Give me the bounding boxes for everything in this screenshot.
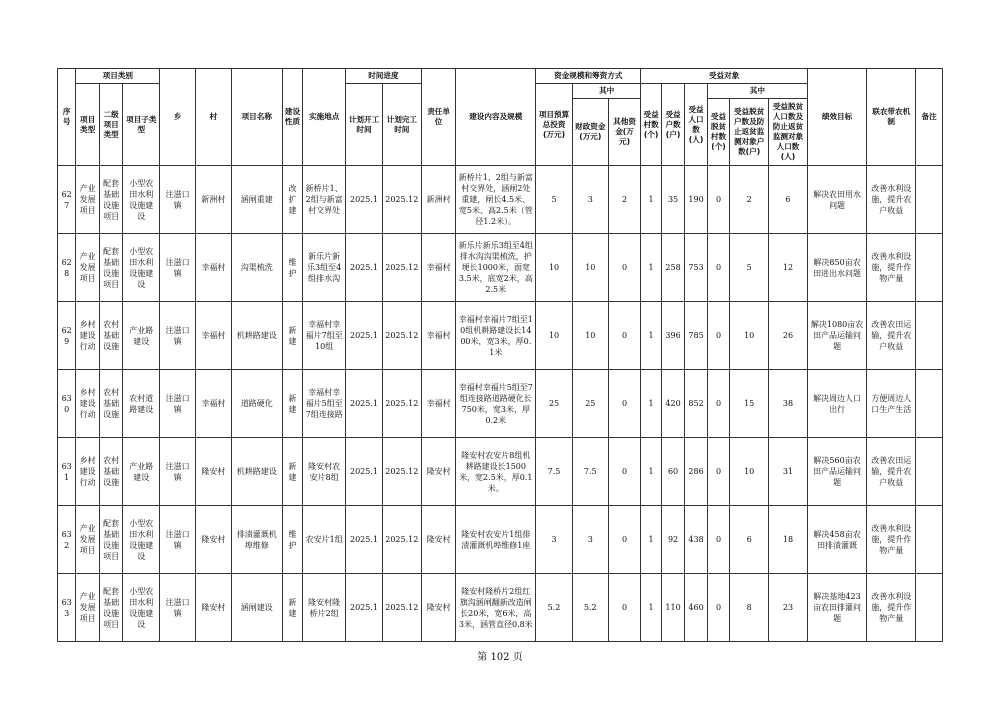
cell-unit: 新洲村 xyxy=(421,166,456,234)
cell-seq: 628 xyxy=(58,234,76,302)
cell-project-name: 机耕路建设 xyxy=(231,302,282,370)
cell-goal: 解决458亩农田排渍灌溉 xyxy=(807,506,866,574)
cell-end: 2025.12 xyxy=(382,166,421,234)
cell-remark xyxy=(916,234,943,302)
header-schedule: 时间进度 xyxy=(346,69,422,84)
cell-build-nature: 改扩建 xyxy=(282,166,302,234)
cell-seq: 629 xyxy=(58,302,76,370)
header-unit: 责任单位 xyxy=(421,69,456,166)
cell-content: 新桥片1、2组与新富村交界处，涵闸2处重建，闸长4.5米、宽5米、高2.5米（管径1.2米）。 xyxy=(456,166,536,234)
project-table xyxy=(57,68,943,642)
cell-sub-type: 产业路建设 xyxy=(123,438,160,506)
cell-fiscal: 25 xyxy=(572,370,608,438)
cell-content: 隆安村隆桥片2组红旗沟涵闸翻新改造闸长20米，宽6米，高3米，涵管直径0.8米 xyxy=(456,574,536,642)
cell-project-name: 机耕路建设 xyxy=(231,438,282,506)
cell-start: 2025.1 xyxy=(346,370,383,438)
cell-poor-population: 38 xyxy=(769,370,808,438)
cell-content: 幸福村幸福片5组至7组连接路道路硬化长750米，宽3米，厚0.2米 xyxy=(456,370,536,438)
cell-township: 注滋口镇 xyxy=(160,302,196,370)
cell-poor-households: 6 xyxy=(730,506,769,574)
table-row xyxy=(58,370,943,438)
cell-poor-villages: 0 xyxy=(707,302,729,370)
cell-mechanism: 改善水利设施，提升农户收益 xyxy=(867,166,916,234)
header-row-1 xyxy=(58,69,943,84)
table-row xyxy=(58,438,943,506)
cell-remark xyxy=(916,438,943,506)
cell-level2-type: 配套基础设施项目 xyxy=(99,166,123,234)
cell-total: 3 xyxy=(536,506,573,574)
cell-goal: 解决周边人口出行 xyxy=(807,370,866,438)
cell-goal: 解决1080亩农田产品运输问题 xyxy=(807,302,866,370)
cell-poor-households: 15 xyxy=(730,370,769,438)
cell-start: 2025.1 xyxy=(346,574,383,642)
cell-project-type: 产业发展项目 xyxy=(76,166,100,234)
cell-content: 隆安村农安片1组排渍灌溉机埠维修1座 xyxy=(456,506,536,574)
cell-mechanism: 改善农田运输，提升农户收益 xyxy=(867,438,916,506)
cell-location: 隆安村农安片8组 xyxy=(303,438,346,506)
cell-project-type: 乡村建设行动 xyxy=(76,370,100,438)
cell-mechanism: 改善水利设施，提升作物产量 xyxy=(867,506,916,574)
cell-unit: 隆安村 xyxy=(421,574,456,642)
cell-start: 2025.1 xyxy=(346,438,383,506)
cell-start: 2025.1 xyxy=(346,234,383,302)
cell-project-type: 乡村建设行动 xyxy=(76,438,100,506)
header-village: 村 xyxy=(195,69,231,166)
cell-villages: 1 xyxy=(641,166,661,234)
cell-village: 幸福村 xyxy=(195,370,231,438)
cell-village: 新洲村 xyxy=(195,166,231,234)
cell-poor-villages: 0 xyxy=(707,438,729,506)
cell-mechanism: 改善水利设施，提升作物产量 xyxy=(867,234,916,302)
cell-village: 隆安村 xyxy=(195,574,231,642)
header-build-nature: 建设性质 xyxy=(282,69,302,166)
cell-project-name: 排渍灌溉机埠维修 xyxy=(231,506,282,574)
cell-other: 0 xyxy=(608,438,641,506)
cell-level2-type: 农村基础设施 xyxy=(99,302,123,370)
cell-total: 5.2 xyxy=(536,574,573,642)
page-number: 第 102 页 xyxy=(477,652,523,663)
cell-unit: 隆安村 xyxy=(421,506,456,574)
cell-sub-type: 小型农田水利设施建设 xyxy=(123,574,160,642)
cell-build-nature: 维护 xyxy=(282,506,302,574)
cell-township: 注滋口镇 xyxy=(160,166,196,234)
cell-township: 注滋口镇 xyxy=(160,438,196,506)
cell-project-type: 产业发展项目 xyxy=(76,506,100,574)
cell-poor-population: 12 xyxy=(769,234,808,302)
cell-start: 2025.1 xyxy=(346,302,383,370)
cell-seq: 631 xyxy=(58,438,76,506)
cell-fiscal: 3 xyxy=(572,166,608,234)
cell-population: 785 xyxy=(685,302,707,370)
cell-households: 258 xyxy=(661,234,685,302)
cell-township: 注滋口镇 xyxy=(160,506,196,574)
cell-village: 隆安村 xyxy=(195,506,231,574)
header-project-type: 项目类型 xyxy=(76,84,100,166)
cell-village: 隆安村 xyxy=(195,438,231,506)
header-population: 受益人口数(人) xyxy=(685,84,707,166)
header-funds-group: 资金规模和筹资方式 xyxy=(536,69,641,84)
cell-village: 幸福村 xyxy=(195,234,231,302)
cell-poor-households: 5 xyxy=(730,234,769,302)
cell-unit: 幸福村 xyxy=(421,370,456,438)
cell-households: 35 xyxy=(661,166,685,234)
cell-poor-population: 23 xyxy=(769,574,808,642)
cell-goal: 解决基地423亩农田排灌问题 xyxy=(807,574,866,642)
cell-fiscal: 3 xyxy=(572,506,608,574)
cell-other: 0 xyxy=(608,302,641,370)
cell-population: 460 xyxy=(685,574,707,642)
cell-fiscal: 10 xyxy=(572,302,608,370)
cell-sub-type: 农村道路建设 xyxy=(123,370,160,438)
cell-location: 隆安村隆桥片2组 xyxy=(303,574,346,642)
cell-build-nature: 维护 xyxy=(282,234,302,302)
cell-fiscal: 5.2 xyxy=(572,574,608,642)
cell-fiscal: 10 xyxy=(572,234,608,302)
cell-end: 2025.12 xyxy=(382,574,421,642)
cell-remark xyxy=(916,506,943,574)
cell-villages: 1 xyxy=(641,234,661,302)
cell-end: 2025.12 xyxy=(382,234,421,302)
cell-other: 2 xyxy=(608,166,641,234)
cell-level2-type: 配套基础设施项目 xyxy=(99,574,123,642)
cell-villages: 1 xyxy=(641,438,661,506)
cell-poor-villages: 0 xyxy=(707,506,729,574)
cell-total: 10 xyxy=(536,302,573,370)
cell-poor-population: 6 xyxy=(769,166,808,234)
header-households: 受益户数(户) xyxy=(661,84,685,166)
cell-project-name: 沟渠梳洗 xyxy=(231,234,282,302)
header-total: 项目预算总投资(万元) xyxy=(536,84,573,166)
header-end: 计划完工时间 xyxy=(382,84,421,166)
cell-mechanism: 改善农田运输，提升农户收益 xyxy=(867,302,916,370)
cell-start: 2025.1 xyxy=(346,506,383,574)
cell-households: 420 xyxy=(661,370,685,438)
cell-build-nature: 新建 xyxy=(282,438,302,506)
cell-project-name: 道路硬化 xyxy=(231,370,282,438)
table-row xyxy=(58,302,943,370)
cell-goal: 解决560亩农田产品运输问题 xyxy=(807,438,866,506)
cell-households: 110 xyxy=(661,574,685,642)
cell-build-nature: 新建 xyxy=(282,370,302,438)
cell-poor-villages: 0 xyxy=(707,370,729,438)
cell-unit: 幸福村 xyxy=(421,302,456,370)
cell-goal: 解决农田用水问题 xyxy=(807,166,866,234)
cell-villages: 1 xyxy=(641,370,661,438)
cell-poor-population: 18 xyxy=(769,506,808,574)
header-goal: 绩效目标 xyxy=(807,69,866,166)
cell-location: 幸福村幸福片5组至7组连接路 xyxy=(303,370,346,438)
cell-population: 286 xyxy=(685,438,707,506)
cell-level2-type: 配套基础设施项目 xyxy=(99,234,123,302)
cell-other: 0 xyxy=(608,574,641,642)
cell-unit: 幸福村 xyxy=(421,234,456,302)
cell-end: 2025.12 xyxy=(382,506,421,574)
cell-sub-type: 产业路建设 xyxy=(123,302,160,370)
header-remark: 备注 xyxy=(916,69,943,166)
header-seq: 序号 xyxy=(58,69,76,166)
cell-villages: 1 xyxy=(641,506,661,574)
cell-remark xyxy=(916,370,943,438)
cell-build-nature: 新建 xyxy=(282,302,302,370)
cell-mechanism: 方便周边人口生产生活 xyxy=(867,370,916,438)
header-project-name: 项目名称 xyxy=(231,69,282,166)
header-of-which: 其中 xyxy=(572,84,640,99)
cell-start: 2025.1 xyxy=(346,166,383,234)
header-other: 其他资金(万元) xyxy=(608,99,641,166)
cell-poor-villages: 0 xyxy=(707,234,729,302)
cell-total: 7.5 xyxy=(536,438,573,506)
header-poor-population: 受益脱贫人口数及防止返贫监测对象人口数(人) xyxy=(769,99,808,166)
header-poor-villages: 受益脱贫村数(个) xyxy=(707,99,729,166)
cell-goal: 解决850亩农田进出水问题 xyxy=(807,234,866,302)
header-level2-type: 二级项目类型 xyxy=(99,84,123,166)
cell-project-type: 乡村建设行动 xyxy=(76,302,100,370)
cell-poor-villages: 0 xyxy=(707,166,729,234)
cell-content: 新乐片新乐3组至4组排水沟沟渠梳洗，护埂长1000米，面宽3.5米，底宽2米，高2.5米 xyxy=(456,234,536,302)
cell-seq: 632 xyxy=(58,506,76,574)
cell-other: 0 xyxy=(608,370,641,438)
header-location: 实施地点 xyxy=(303,69,346,166)
cell-remark xyxy=(916,302,943,370)
table-row xyxy=(58,506,943,574)
cell-households: 396 xyxy=(661,302,685,370)
cell-poor-population: 31 xyxy=(769,438,808,506)
cell-build-nature: 新建 xyxy=(282,574,302,642)
cell-level2-type: 配套基础设施项目 xyxy=(99,506,123,574)
cell-village: 幸福村 xyxy=(195,302,231,370)
cell-total: 10 xyxy=(536,234,573,302)
header-project-category: 项目类别 xyxy=(76,69,160,84)
cell-villages: 1 xyxy=(641,574,661,642)
header-content: 建设内容及规模 xyxy=(456,69,536,166)
header-of-which-2: 其中 xyxy=(707,84,807,99)
cell-sub-type: 小型农田水利设施建设 xyxy=(123,506,160,574)
cell-seq: 627 xyxy=(58,166,76,234)
cell-poor-households: 8 xyxy=(730,574,769,642)
cell-end: 2025.12 xyxy=(382,370,421,438)
header-start: 计划开工时间 xyxy=(346,84,383,166)
cell-seq: 630 xyxy=(58,370,76,438)
cell-content: 隆安村农安片8组机耕路建设长1500米，宽2.5米，厚0.1米。 xyxy=(456,438,536,506)
header-poor-households: 受益脱贫户数及防止返贫监测对象户数(户) xyxy=(730,99,769,166)
cell-mechanism: 改善水利设施，提升作物产量 xyxy=(867,574,916,642)
cell-population: 753 xyxy=(685,234,707,302)
header-fiscal: 财政资金(万元) xyxy=(572,99,608,166)
cell-project-name: 涵闸重建 xyxy=(231,166,282,234)
cell-total: 5 xyxy=(536,166,573,234)
cell-poor-households: 10 xyxy=(730,438,769,506)
cell-villages: 1 xyxy=(641,302,661,370)
cell-sub-type: 小型农田水利设施建设 xyxy=(123,234,160,302)
cell-township: 注滋口镇 xyxy=(160,574,196,642)
cell-seq: 633 xyxy=(58,574,76,642)
cell-level2-type: 农村基础设施 xyxy=(99,370,123,438)
cell-end: 2025.12 xyxy=(382,302,421,370)
cell-households: 92 xyxy=(661,506,685,574)
cell-total: 25 xyxy=(536,370,573,438)
cell-households: 60 xyxy=(661,438,685,506)
cell-population: 190 xyxy=(685,166,707,234)
cell-project-name: 涵闸建设 xyxy=(231,574,282,642)
cell-poor-households: 2 xyxy=(730,166,769,234)
table-row xyxy=(58,574,943,642)
header-sub-type: 项目子类型 xyxy=(123,84,160,166)
header-beneficiary-group: 受益对象 xyxy=(641,69,808,84)
cell-location: 幸福村幸福片7组至10组 xyxy=(303,302,346,370)
table-row xyxy=(58,166,943,234)
header-villages: 受益村数(个) xyxy=(641,84,661,166)
cell-fiscal: 7.5 xyxy=(572,438,608,506)
table-row xyxy=(58,234,943,302)
cell-level2-type: 农村基础设施 xyxy=(99,438,123,506)
cell-location: 新乐片新乐3组至4组排水沟 xyxy=(303,234,346,302)
cell-other: 0 xyxy=(608,506,641,574)
cell-location: 新桥片1、2组与新富村交界处 xyxy=(303,166,346,234)
cell-population: 438 xyxy=(685,506,707,574)
cell-content: 幸福村幸福片7组至10组机耕路建设长1400米，宽3米，厚0.1米 xyxy=(456,302,536,370)
cell-remark xyxy=(916,574,943,642)
cell-township: 注滋口镇 xyxy=(160,370,196,438)
header-mechanism: 联农带农机制 xyxy=(867,69,916,166)
cell-township: 注滋口镇 xyxy=(160,234,196,302)
cell-poor-villages: 0 xyxy=(707,574,729,642)
cell-population: 852 xyxy=(685,370,707,438)
cell-other: 0 xyxy=(608,234,641,302)
cell-project-type: 产业发展项目 xyxy=(76,234,100,302)
cell-end: 2025.12 xyxy=(382,438,421,506)
cell-sub-type: 小型农田水利设施建设 xyxy=(123,166,160,234)
table-body xyxy=(58,166,943,642)
cell-location: 农安片1组 xyxy=(303,506,346,574)
cell-unit: 隆安村 xyxy=(421,438,456,506)
cell-project-type: 产业发展项目 xyxy=(76,574,100,642)
cell-remark xyxy=(916,166,943,234)
cell-poor-households: 10 xyxy=(730,302,769,370)
cell-poor-population: 26 xyxy=(769,302,808,370)
header-township: 乡 xyxy=(160,69,196,166)
